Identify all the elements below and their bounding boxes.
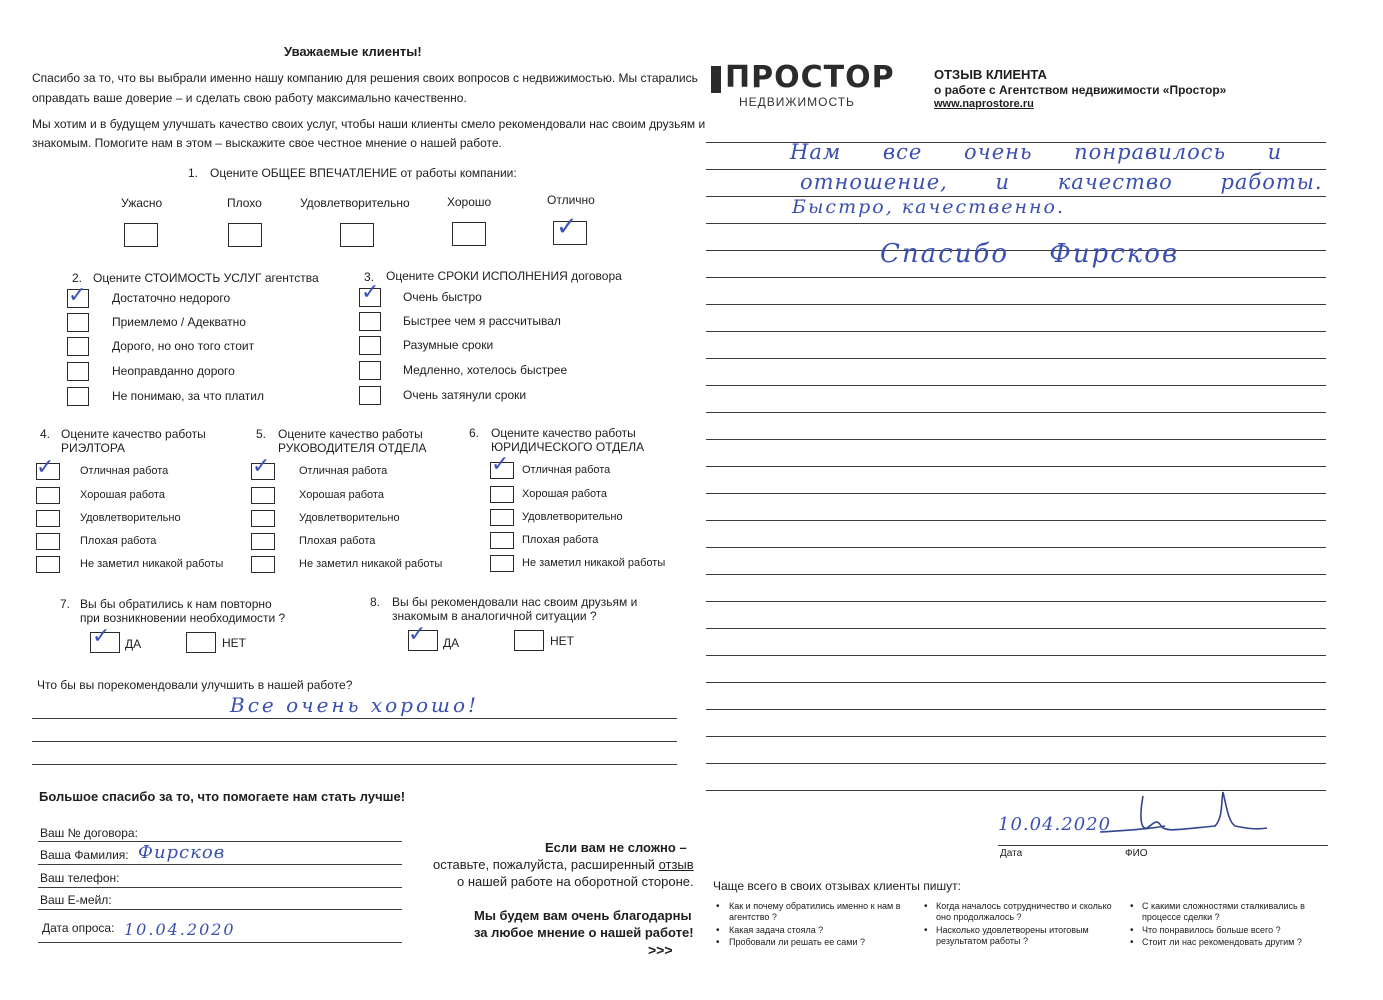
callout-line	[433, 857, 694, 872]
q1-checkbox[interactable]	[452, 222, 486, 246]
callout-line: о нашей работе на оборотной стороне.	[457, 874, 694, 889]
tip-text: Что понравилось больше всего ?	[1142, 925, 1281, 935]
date-caption: Дата	[1000, 848, 1023, 859]
writing-line[interactable]	[706, 331, 1326, 332]
answer-line	[32, 741, 677, 742]
q4-option-label: Плохая работа	[80, 535, 157, 547]
q6-checkbox[interactable]	[490, 555, 514, 572]
tip-bullet: •	[716, 925, 720, 936]
q5-title: Оцените качество работы	[278, 427, 423, 441]
q8-title: Вы бы рекомендовали нас своим друзьям и	[392, 595, 638, 609]
q3-checkbox[interactable]	[359, 386, 381, 405]
q3-option-label: Разумные сроки	[403, 338, 494, 352]
q8-no-label: НЕТ	[550, 634, 574, 648]
q4-checkbox[interactable]	[36, 487, 60, 504]
q5-checkbox[interactable]	[251, 533, 275, 550]
q6-option-label: Не заметил никакой работы	[522, 557, 666, 569]
surname-field[interactable]	[38, 864, 402, 865]
q3-checkbox[interactable]	[359, 361, 381, 380]
tip-bullet: •	[716, 901, 720, 912]
phone-field[interactable]	[38, 887, 402, 888]
tip-text: Когда началось сотрудничество и сколько оно продолжалось ?	[936, 901, 1112, 922]
q3-checkbox[interactable]	[359, 312, 381, 331]
logo-emblem-icon	[711, 66, 721, 93]
q1-option-label: Ужасно	[121, 196, 163, 210]
q6-title: ЮРИДИЧЕСКОГО ОТДЕЛА	[491, 440, 645, 454]
tip-text: Пробовали ли решать ее сами ?	[729, 937, 865, 947]
q7-number: 7.	[60, 597, 71, 611]
writing-line[interactable]	[706, 547, 1326, 548]
q2-checkbox[interactable]	[67, 362, 89, 381]
checkmark-icon: ✓	[252, 454, 271, 479]
answer-line	[32, 718, 677, 719]
q3-option-label: Очень быстро	[403, 290, 482, 304]
prostor-logo	[711, 60, 895, 112]
intro-paragraph-1b: оправдать ваше доверие – и сделать свою работу максимально качественно.	[32, 91, 467, 105]
tips-title: Чаще всего в своих отзывах клиенты пишут:	[713, 879, 961, 893]
q2-checkbox[interactable]	[67, 387, 89, 406]
checkmark-icon: ✓	[556, 212, 578, 242]
review-handwriting-line: Нам все очень понравилось и	[790, 140, 1283, 164]
q7-yes-label: ДА	[125, 637, 142, 651]
q6-checkbox[interactable]	[490, 532, 514, 549]
date-handwriting: 10.04.2020	[124, 920, 236, 939]
surname-label: Ваша Фамилия:	[40, 848, 129, 862]
date-label: Дата опроса:	[42, 921, 115, 935]
grateful-line: Мы будем вам очень благодарны	[474, 908, 692, 923]
review-title: ОТЗЫВ КЛИЕНТА	[934, 67, 1047, 82]
q5-checkbox[interactable]	[251, 510, 275, 527]
checkmark-icon: ✓	[361, 280, 380, 305]
q5-option-label: Удовлетворительно	[299, 512, 400, 524]
q1-option-label: Отлично	[547, 193, 595, 207]
q4-title: Оцените качество работы	[61, 427, 206, 441]
website-link[interactable]: www.naprostore.ru	[934, 98, 1034, 110]
q2-option-label: Неоправданно дорого	[112, 364, 235, 378]
writing-line[interactable]	[706, 574, 1326, 575]
q6-number: 6.	[469, 426, 480, 440]
q2-checkbox[interactable]	[67, 337, 89, 356]
q2-title: Оцените СТОИМОСТЬ УСЛУГ агентства	[93, 271, 319, 285]
review-handwriting-line: Спасибо Фирсков	[880, 239, 1180, 269]
q6-option-label: Отличная работа	[522, 464, 611, 476]
q4-checkbox[interactable]	[36, 533, 60, 550]
tip-bullet: •	[1130, 925, 1134, 936]
writing-line[interactable]	[706, 628, 1326, 629]
q8-yes-label: ДА	[443, 636, 460, 650]
tip-bullet: •	[924, 901, 928, 912]
q1-option-label: Хорошо	[447, 195, 492, 209]
form-greeting: Уважаемые клиенты!	[284, 44, 422, 59]
q5-number: 5.	[256, 427, 267, 441]
intro-paragraph-1: Спасибо за то, что вы выбрали именно нашу компанию для решения своих вопросов с недвижимостью. Мы старались	[32, 71, 698, 85]
review-subtitle: о работе с Агентством недвижимости «Простор»	[934, 83, 1227, 97]
tip-text: С какими сложностями сталкивались в процессе сделки ?	[1142, 901, 1305, 922]
q1-checkbox[interactable]	[124, 223, 158, 247]
q1-option-label: Плохо	[227, 196, 262, 210]
checkmark-icon: ✓	[408, 622, 427, 647]
writing-line[interactable]	[706, 520, 1326, 521]
q6-option-label: Хорошая работа	[522, 488, 607, 500]
tip-text: Какая задача стояла ?	[729, 925, 824, 935]
q4-checkbox[interactable]	[36, 556, 60, 573]
surname-handwriting: Фирсков	[138, 842, 226, 863]
writing-line[interactable]	[706, 655, 1326, 656]
writing-line[interactable]	[706, 601, 1326, 602]
intro-paragraph-2b: знакомым. Помогите нам в этом – выскажите свое честное мнение о нашей работе.	[32, 136, 502, 150]
tip-text: Насколько удовлетворены итоговым результатом работы ?	[936, 925, 1089, 946]
review-handwriting-line: отношение, и качество работы.	[800, 170, 1323, 194]
fio-caption: ФИО	[1125, 848, 1148, 859]
q4-title: РИЭЛТОРА	[61, 441, 126, 455]
email-field[interactable]	[38, 909, 402, 910]
q1-checkbox[interactable]	[228, 223, 262, 247]
q3-option-label: Быстрее чем я рассчитывал	[403, 314, 561, 328]
q4-number: 4.	[40, 427, 51, 441]
tip-bullet: •	[924, 925, 928, 936]
q5-option-label: Отличная работа	[299, 465, 388, 477]
date-field[interactable]	[38, 942, 402, 943]
q7-no-label: НЕТ	[222, 636, 246, 650]
improve-answer-handwriting: Все очень хорошо!	[230, 693, 480, 717]
q2-option-label: Дорого, но оно того стоит	[112, 339, 255, 353]
logo-subtitle: НЕДВИЖИМОСТЬ	[739, 95, 855, 109]
q5-checkbox[interactable]	[251, 556, 275, 573]
q4-option-label: Не заметил никакой работы	[80, 558, 224, 570]
q7-title: при возникновении необходимости ?	[80, 611, 286, 625]
q2-option-label: Приемлемо / Адекватно	[112, 315, 246, 329]
callout-line: Если вам не сложно –	[545, 840, 687, 855]
q6-option-label: Плохая работа	[522, 534, 599, 546]
q7-title: Вы бы обратились к нам повторно	[80, 597, 272, 611]
q3-checkbox[interactable]	[359, 336, 381, 355]
tip-bullet: •	[716, 937, 720, 948]
q5-title: РУКОВОДИТЕЛЯ ОТДЕЛА	[278, 441, 427, 455]
writing-line[interactable]	[706, 304, 1326, 305]
checkmark-icon: ✓	[92, 624, 111, 649]
q4-option-label: Хорошая работа	[80, 489, 165, 501]
q2-option-label: Не понимаю, за что платил	[112, 389, 265, 403]
q5-checkbox[interactable]	[251, 487, 275, 504]
q2-option-label: Достаточно недорого	[112, 291, 231, 305]
q3-option-label: Очень затянули сроки	[403, 388, 527, 402]
q6-checkbox[interactable]	[490, 509, 514, 526]
q1-option-label: Удовлетворительно	[300, 196, 410, 210]
review-date-handwriting: 10.04.2020	[998, 814, 1112, 835]
q6-checkbox[interactable]	[490, 486, 514, 503]
review-handwriting-line: Быстро, качественно.	[792, 196, 1065, 218]
writing-line[interactable]	[706, 412, 1326, 413]
phone-label: Ваш телефон:	[40, 871, 120, 885]
answer-line	[32, 764, 677, 765]
contract-label: Ваш № договора:	[40, 826, 138, 840]
writing-line[interactable]	[706, 358, 1326, 359]
q3-option-label: Медленно, хотелось быстрее	[403, 363, 568, 377]
writing-line[interactable]	[706, 277, 1326, 278]
improve-question: Что бы вы порекомендовали улучшить в нашей работе?	[37, 678, 353, 692]
q3-title: Оцените СРОКИ ИСПОЛНЕНИЯ договора	[386, 269, 622, 283]
q7-no-checkbox[interactable]	[186, 632, 216, 653]
signature	[1095, 788, 1275, 848]
q6-title: Оцените качество работы	[491, 426, 636, 440]
callout-link[interactable]: отзыв	[658, 857, 694, 872]
q1-title: Оцените ОБЩЕЕ ВПЕЧАТЛЕНИЕ от работы компании:	[210, 166, 517, 180]
q5-option-label: Не заметил никакой работы	[299, 558, 443, 570]
q2-checkbox[interactable]	[67, 313, 89, 332]
q5-option-label: Хорошая работа	[299, 489, 384, 501]
writing-line[interactable]	[706, 466, 1326, 467]
tip-bullet: •	[1130, 901, 1134, 912]
writing-line[interactable]	[706, 709, 1326, 710]
q1-number: 1.	[188, 166, 199, 180]
q6-option-label: Удовлетворительно	[522, 511, 623, 523]
q8-number: 8.	[370, 595, 381, 609]
q4-option-label: Отличная работа	[80, 465, 169, 477]
tip-text: Как и почему обратились именно к нам в агентство ?	[729, 901, 901, 922]
logo-wordmark: ПРОСТОР	[725, 60, 895, 95]
q4-checkbox[interactable]	[36, 510, 60, 527]
writing-line[interactable]	[706, 385, 1326, 386]
tip-text: Стоит ли нас рекомендовать другим ?	[1142, 937, 1302, 947]
writing-line[interactable]	[706, 682, 1326, 683]
callout-text: оставьте, пожалуйста, расширенный	[433, 857, 655, 872]
next-page-arrows: >>>	[648, 942, 673, 958]
q2-number: 2.	[72, 271, 83, 285]
email-label: Ваш Е-мейл:	[40, 893, 112, 907]
intro-paragraph-2: Мы хотим и в будущем улучшать качество своих услуг, чтобы наши клиенты смело рекомендовали нас своим друзьям и	[32, 117, 706, 131]
q5-option-label: Плохая работа	[299, 535, 376, 547]
grateful-line: за любое мнение о нашей работе!	[474, 925, 694, 940]
q8-no-checkbox[interactable]	[514, 630, 544, 651]
writing-line[interactable]	[706, 763, 1326, 764]
writing-line[interactable]	[706, 223, 1326, 224]
tip-bullet: •	[1130, 937, 1134, 948]
checkmark-icon: ✓	[36, 455, 55, 480]
signature-line	[998, 845, 1328, 846]
writing-line[interactable]	[706, 736, 1326, 737]
checkmark-icon: ✓	[491, 452, 510, 477]
q4-option-label: Удовлетворительно	[80, 512, 181, 524]
q3-number: 3.	[364, 270, 375, 284]
writing-line[interactable]	[706, 493, 1326, 494]
thanks-text: Большое спасибо за то, что помогаете нам стать лучше!	[39, 789, 406, 804]
q8-title: знакомым в аналогичной ситуации ?	[392, 609, 597, 623]
checkmark-icon: ✓	[68, 283, 87, 308]
writing-line[interactable]	[706, 439, 1326, 440]
q1-checkbox[interactable]	[340, 223, 374, 247]
